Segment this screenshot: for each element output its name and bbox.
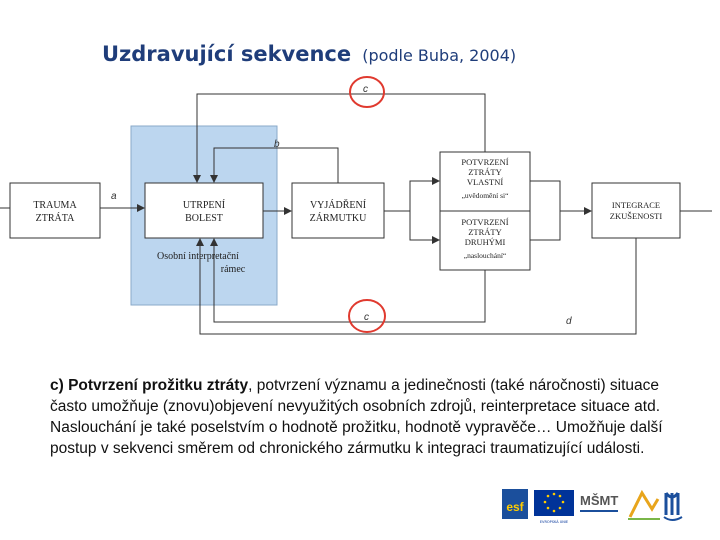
arrow-to-druhymi [410, 211, 439, 240]
eu-caption: EVROPSKÁ UNIE [539, 520, 569, 524]
label-vlastni-1: POTVRZENÍ [461, 157, 509, 167]
label-a: a [111, 191, 117, 202]
label-vlastni-3: VLASTNÍ [466, 177, 504, 187]
label-utrpeni-2: BOLEST [185, 213, 223, 224]
label-druhymi-2: ZTRÁTY [468, 227, 502, 237]
label-interpretace-1: Osobní interpretační [157, 251, 239, 262]
caption-bold: c) Potvrzení prožitku ztráty [50, 377, 249, 394]
funding-logos [500, 485, 690, 525]
op-logo-icon [628, 493, 660, 519]
label-vyjadreni-2: ZÁRMUTKU [309, 213, 367, 224]
title-main: Uzdravující sekvence [102, 42, 352, 66]
label-trauma-1: TRAUMA [33, 200, 77, 211]
mu-logo-icon [664, 493, 682, 520]
msmt-logo [580, 493, 618, 511]
label-druhymi-4: „naslouchání“ [463, 251, 507, 260]
label-vlastni-2: ZTRÁTY [468, 167, 502, 177]
label-integrace-1: INTEGRACE [611, 200, 661, 210]
label-d: d [566, 316, 572, 327]
label-b: b [274, 139, 280, 150]
label-integrace-2: ZKUŠENOSTI [609, 211, 663, 221]
esf-text: esf [506, 500, 524, 514]
title-source: (podle Buba, 2004) [362, 46, 517, 65]
label-c-bottom: c [364, 312, 369, 323]
label-vlastni-4: „uvědomění si“ [461, 191, 509, 200]
caption [50, 375, 690, 459]
label-druhymi-3: DRUHÝMI [464, 237, 506, 247]
label-vyjadreni-1: VYJÁDŘENÍ [309, 200, 367, 211]
label-druhymi-1: POTVRZENÍ [461, 217, 509, 227]
label-c-top: c [363, 84, 368, 95]
label-utrpeni-1: UTRPENÍ [182, 200, 226, 211]
label-trauma-2: ZTRÁTA [35, 213, 75, 224]
eu-flag-icon [534, 490, 574, 524]
line-vlastni-merge [530, 181, 560, 240]
esf-logo [502, 489, 528, 519]
caption-text: , potvrzení významu a jedinečnosti (také náročnosti) situace často umožňuje (znovu)objevení nevyužitých osobních zdrojů, reinterpretace situace atd. Naslouchání je také poselstvím o hodnotě prožitku, hodnotě vypravěče… Umožňuje další postup v sekvenci směrem od chronického zármutku k integraci traumatizující události. [50, 377, 663, 457]
msmt-text: MŠMT [580, 493, 619, 508]
label-interpretace-2: rámec [220, 264, 246, 275]
arrow-to-vlastni [410, 181, 439, 211]
